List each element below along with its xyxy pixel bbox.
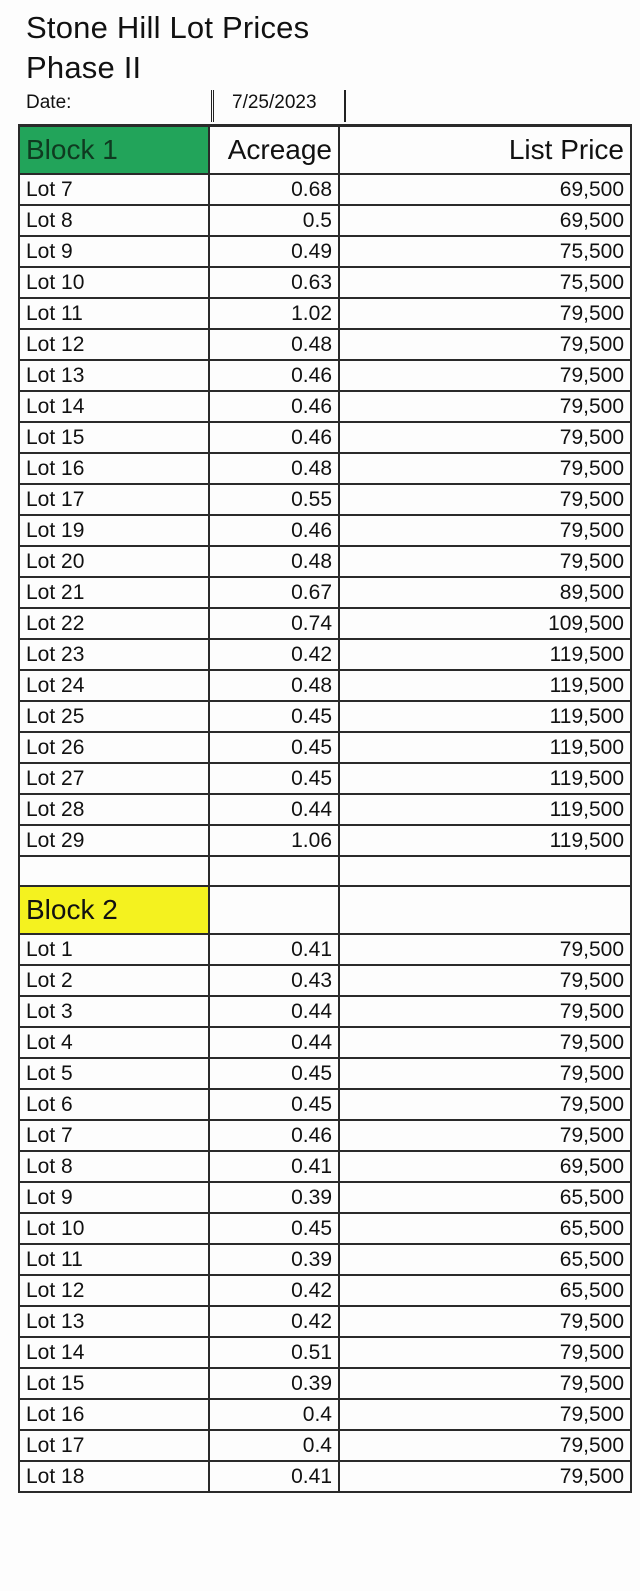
lot-acreage: 0.44 xyxy=(209,794,339,825)
lot-price: 79,500 xyxy=(339,1368,631,1399)
table-row xyxy=(19,453,631,484)
lot-name: Lot 10 xyxy=(19,1213,209,1244)
lot-name: Lot 22 xyxy=(19,608,209,639)
lot-name: Lot 16 xyxy=(19,453,209,484)
empty-cell xyxy=(339,886,631,934)
lot-price: 79,500 xyxy=(339,422,631,453)
lot-acreage: 0.45 xyxy=(209,732,339,763)
lot-price: 65,500 xyxy=(339,1182,631,1213)
lot-acreage: 0.49 xyxy=(209,236,339,267)
lot-acreage: 0.48 xyxy=(209,670,339,701)
table-row xyxy=(19,732,631,763)
empty-cell xyxy=(209,886,339,934)
table-row xyxy=(19,1027,631,1058)
lot-name: Lot 26 xyxy=(19,732,209,763)
table-row xyxy=(19,701,631,732)
table-row xyxy=(19,1430,631,1461)
lot-price: 79,500 xyxy=(339,1027,631,1058)
lot-acreage: 0.48 xyxy=(209,546,339,577)
document-title xyxy=(26,8,309,88)
date-separator xyxy=(211,90,214,122)
lot-price: 79,500 xyxy=(339,453,631,484)
lot-price: 79,500 xyxy=(339,1461,631,1492)
lot-price: 119,500 xyxy=(339,639,631,670)
lot-name: Lot 24 xyxy=(19,670,209,701)
table-row xyxy=(19,1368,631,1399)
lot-price: 69,500 xyxy=(339,1151,631,1182)
table-row xyxy=(19,360,631,391)
empty-cell xyxy=(209,856,339,886)
table-row xyxy=(19,484,631,515)
lot-acreage: 0.39 xyxy=(209,1182,339,1213)
lot-acreage: 0.48 xyxy=(209,453,339,484)
table-row xyxy=(19,1151,631,1182)
lot-acreage: 0.43 xyxy=(209,965,339,996)
lot-acreage: 0.42 xyxy=(209,1306,339,1337)
lot-price: 109,500 xyxy=(339,608,631,639)
lot-acreage: 0.39 xyxy=(209,1244,339,1275)
lot-name: Lot 16 xyxy=(19,1399,209,1430)
lot-acreage: 0.45 xyxy=(209,1058,339,1089)
table-row xyxy=(19,174,631,205)
lot-acreage: 0.41 xyxy=(209,934,339,965)
lot-acreage: 0.68 xyxy=(209,174,339,205)
lot-name: Lot 7 xyxy=(19,1120,209,1151)
table-row xyxy=(19,298,631,329)
block1-label: Block 1 xyxy=(19,126,209,175)
date-value: 7/25/2023 xyxy=(232,92,317,113)
lot-acreage: 0.45 xyxy=(209,1089,339,1120)
lot-name: Lot 9 xyxy=(19,236,209,267)
lot-name: Lot 5 xyxy=(19,1058,209,1089)
lot-acreage: 0.51 xyxy=(209,1337,339,1368)
table-row xyxy=(19,267,631,298)
lot-price: 79,500 xyxy=(339,329,631,360)
lot-name: Lot 7 xyxy=(19,174,209,205)
title-line-1: Stone Hill Lot Prices xyxy=(26,10,310,45)
lot-acreage: 0.46 xyxy=(209,422,339,453)
table-row xyxy=(19,236,631,267)
lot-price: 69,500 xyxy=(339,174,631,205)
empty-cell xyxy=(339,856,631,886)
lot-acreage: 0.44 xyxy=(209,1027,339,1058)
lot-acreage: 1.06 xyxy=(209,825,339,856)
table-row xyxy=(19,965,631,996)
lot-name: Lot 6 xyxy=(19,1089,209,1120)
acreage-header: Acreage xyxy=(209,126,339,175)
lot-acreage: 1.02 xyxy=(209,298,339,329)
table-row xyxy=(19,1461,631,1492)
table-row xyxy=(19,577,631,608)
table-row xyxy=(19,763,631,794)
lot-name: Lot 3 xyxy=(19,996,209,1027)
lot-price: 69,500 xyxy=(339,205,631,236)
lot-name: Lot 19 xyxy=(19,515,209,546)
lot-name: Lot 13 xyxy=(19,360,209,391)
block2-label: Block 2 xyxy=(19,886,209,934)
lot-acreage: 0.55 xyxy=(209,484,339,515)
table-row xyxy=(19,794,631,825)
lot-price: 119,500 xyxy=(339,794,631,825)
table-row xyxy=(19,670,631,701)
table-row xyxy=(19,422,631,453)
lot-name: Lot 10 xyxy=(19,267,209,298)
lot-price: 79,500 xyxy=(339,996,631,1027)
list-price-header: List Price xyxy=(339,126,631,175)
date-label: Date: xyxy=(26,92,72,113)
lot-price: 65,500 xyxy=(339,1244,631,1275)
table-row xyxy=(19,391,631,422)
lot-acreage: 0.46 xyxy=(209,360,339,391)
title-line-2: Phase II xyxy=(26,50,142,85)
lot-acreage: 0.46 xyxy=(209,515,339,546)
lot-acreage: 0.45 xyxy=(209,701,339,732)
lot-acreage: 0.4 xyxy=(209,1430,339,1461)
lot-acreage: 0.45 xyxy=(209,1213,339,1244)
spacer-row xyxy=(19,856,631,886)
lot-price: 79,500 xyxy=(339,546,631,577)
lot-acreage: 0.46 xyxy=(209,391,339,422)
lot-price: 89,500 xyxy=(339,577,631,608)
lot-price: 119,500 xyxy=(339,670,631,701)
lot-price: 79,500 xyxy=(339,515,631,546)
lot-price: 79,500 xyxy=(339,1120,631,1151)
lot-name: Lot 11 xyxy=(19,1244,209,1275)
table-row xyxy=(19,639,631,670)
table-row xyxy=(19,1337,631,1368)
lot-price: 79,500 xyxy=(339,934,631,965)
lot-price: 119,500 xyxy=(339,701,631,732)
lot-price-table xyxy=(18,124,632,1493)
table-row xyxy=(19,608,631,639)
block2-header-row xyxy=(19,886,631,934)
lot-acreage: 0.5 xyxy=(209,205,339,236)
lot-acreage: 0.42 xyxy=(209,639,339,670)
lot-price: 79,500 xyxy=(339,298,631,329)
lot-price: 75,500 xyxy=(339,267,631,298)
lot-price: 119,500 xyxy=(339,763,631,794)
lot-name: Lot 18 xyxy=(19,1461,209,1492)
lot-price: 79,500 xyxy=(339,1337,631,1368)
lot-price: 65,500 xyxy=(339,1213,631,1244)
lot-price: 119,500 xyxy=(339,732,631,763)
lot-acreage: 0.46 xyxy=(209,1120,339,1151)
block1-header-row xyxy=(19,126,631,175)
table-row xyxy=(19,1120,631,1151)
lot-acreage: 0.48 xyxy=(209,329,339,360)
lot-price: 65,500 xyxy=(339,1275,631,1306)
empty-cell xyxy=(19,856,209,886)
table-row xyxy=(19,546,631,577)
lot-price: 79,500 xyxy=(339,391,631,422)
table-row xyxy=(19,1399,631,1430)
lot-acreage: 0.74 xyxy=(209,608,339,639)
date-separator-right xyxy=(344,90,346,122)
table-row xyxy=(19,515,631,546)
lot-name: Lot 25 xyxy=(19,701,209,732)
table-row xyxy=(19,934,631,965)
table-row xyxy=(19,1306,631,1337)
lot-price: 79,500 xyxy=(339,360,631,391)
lot-name: Lot 1 xyxy=(19,934,209,965)
table-row xyxy=(19,1244,631,1275)
lot-name: Lot 4 xyxy=(19,1027,209,1058)
lot-acreage: 0.39 xyxy=(209,1368,339,1399)
table-row xyxy=(19,205,631,236)
lot-price: 79,500 xyxy=(339,484,631,515)
lot-price: 79,500 xyxy=(339,1089,631,1120)
lot-name: Lot 13 xyxy=(19,1306,209,1337)
lot-name: Lot 28 xyxy=(19,794,209,825)
lot-price: 79,500 xyxy=(339,1399,631,1430)
lot-name: Lot 12 xyxy=(19,1275,209,1306)
lot-name: Lot 15 xyxy=(19,422,209,453)
lot-price: 79,500 xyxy=(339,1306,631,1337)
lot-name: Lot 11 xyxy=(19,298,209,329)
lot-acreage: 0.42 xyxy=(209,1275,339,1306)
table-row xyxy=(19,1182,631,1213)
lot-price: 79,500 xyxy=(339,1430,631,1461)
table-row xyxy=(19,825,631,856)
lot-name: Lot 17 xyxy=(19,484,209,515)
lot-price: 119,500 xyxy=(339,825,631,856)
table-row xyxy=(19,329,631,360)
lot-name: Lot 8 xyxy=(19,205,209,236)
table-row xyxy=(19,1213,631,1244)
lot-name: Lot 21 xyxy=(19,577,209,608)
lot-acreage: 0.44 xyxy=(209,996,339,1027)
lot-name: Lot 23 xyxy=(19,639,209,670)
lot-name: Lot 12 xyxy=(19,329,209,360)
lot-acreage: 0.45 xyxy=(209,763,339,794)
lot-name: Lot 17 xyxy=(19,1430,209,1461)
lot-name: Lot 29 xyxy=(19,825,209,856)
lot-name: Lot 14 xyxy=(19,1337,209,1368)
lot-name: Lot 15 xyxy=(19,1368,209,1399)
table-row xyxy=(19,1089,631,1120)
lot-name: Lot 2 xyxy=(19,965,209,996)
table-row xyxy=(19,1058,631,1089)
lot-price: 75,500 xyxy=(339,236,631,267)
lot-acreage: 0.63 xyxy=(209,267,339,298)
lot-name: Lot 8 xyxy=(19,1151,209,1182)
lot-name: Lot 27 xyxy=(19,763,209,794)
lot-acreage: 0.67 xyxy=(209,577,339,608)
lot-price: 79,500 xyxy=(339,1058,631,1089)
lot-name: Lot 20 xyxy=(19,546,209,577)
table-row xyxy=(19,996,631,1027)
table-row xyxy=(19,1275,631,1306)
lot-acreage: 0.41 xyxy=(209,1151,339,1182)
lot-price: 79,500 xyxy=(339,965,631,996)
lot-acreage: 0.41 xyxy=(209,1461,339,1492)
lot-name: Lot 9 xyxy=(19,1182,209,1213)
lot-acreage: 0.4 xyxy=(209,1399,339,1430)
lot-name: Lot 14 xyxy=(19,391,209,422)
